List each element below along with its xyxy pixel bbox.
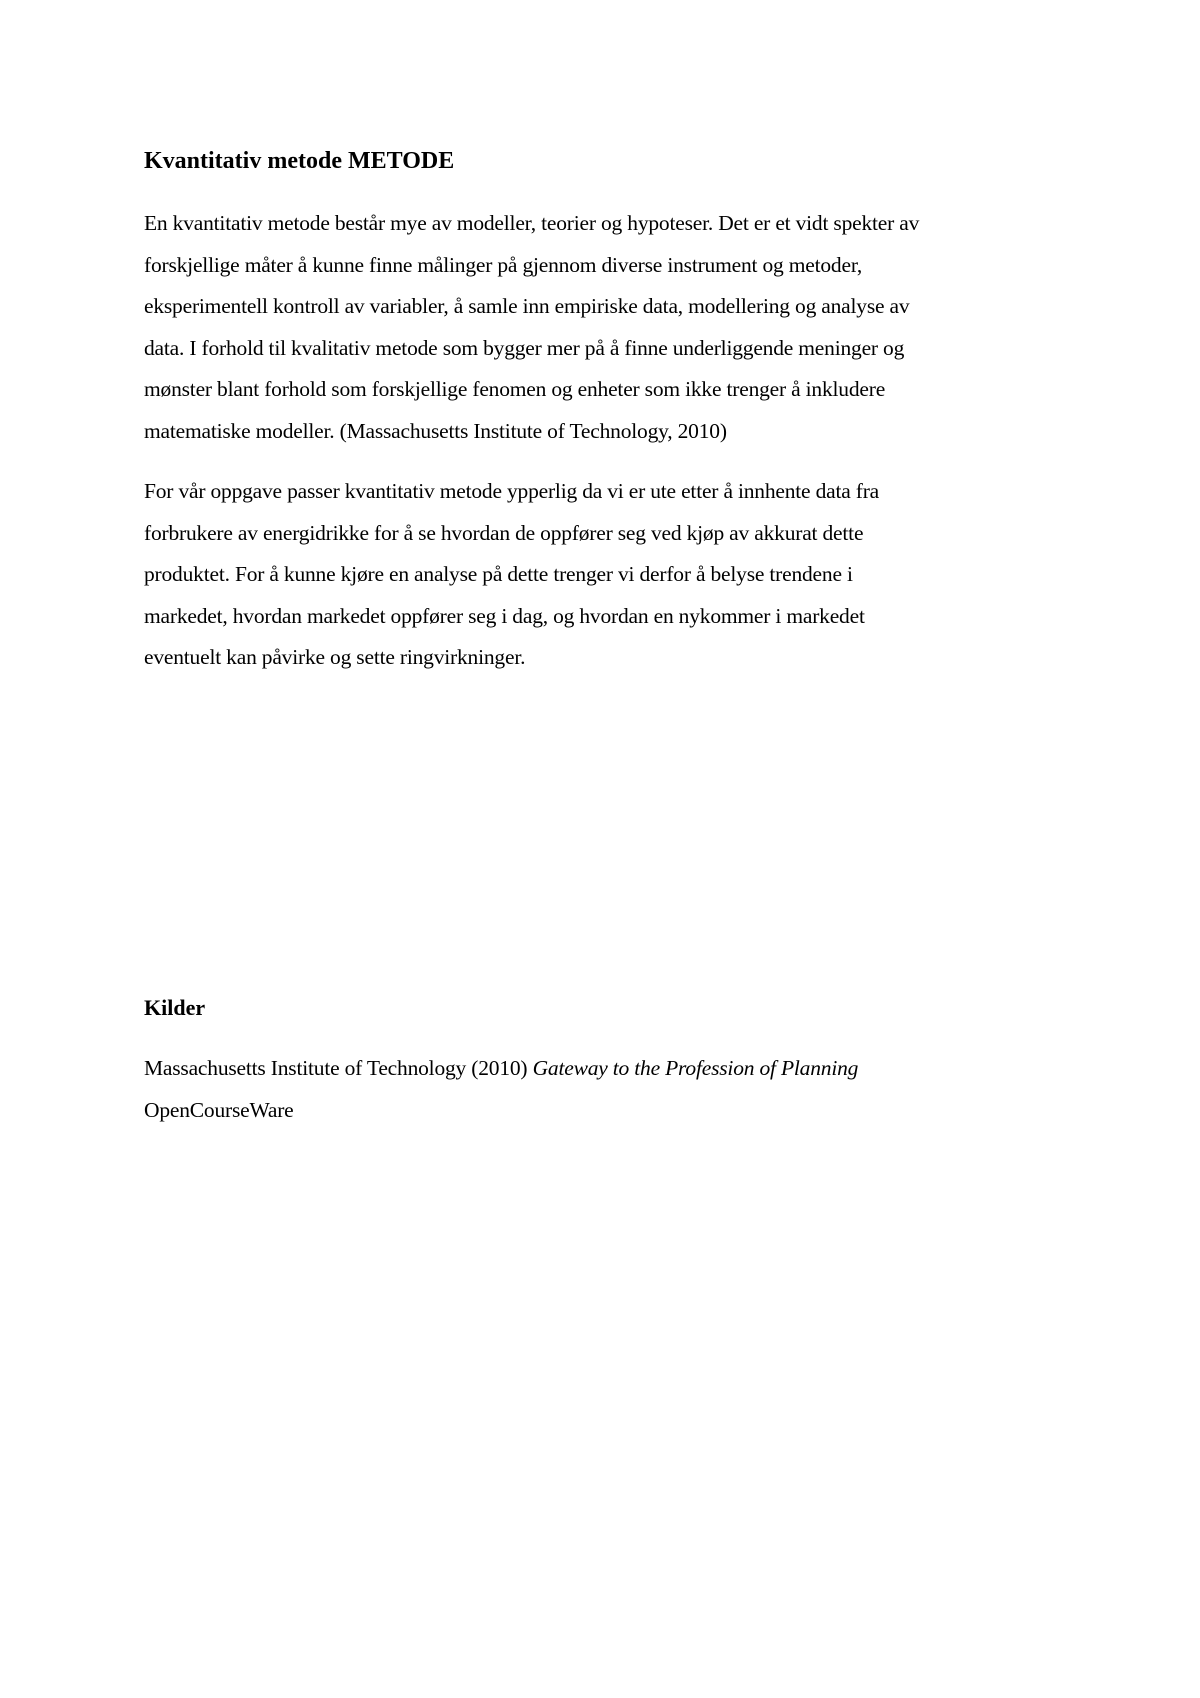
text-line: For vår oppgave passer kvantitativ metode ypperlig da vi er ute etter å innhente data fra xyxy=(144,479,880,503)
text-line: data. I forhold til kvalitativ metode som bygger mer på å finne underliggende meninger og xyxy=(144,335,905,360)
text-line: produktet. For å kunne kjøre en analyse på dette trenger vi derfor å belyse trendene i xyxy=(144,562,853,587)
text-line: matematiske modeller. (Massachusetts Institute of Technology, 2010) xyxy=(144,418,727,443)
reference-line xyxy=(144,1048,1074,1090)
sources-heading: Kilder xyxy=(144,995,206,1020)
reference-publisher: OpenCourseWare xyxy=(144,1097,294,1122)
text-line: forskjellige måter å kunne finne målinger på gjennom diverse instrument og metoder, xyxy=(144,252,863,277)
reference-author-year: Massachusetts Institute of Technology (2010) xyxy=(144,1056,533,1080)
reference-entry xyxy=(144,1048,1074,1131)
text-line: mønster blant forhold som forskjellige fenomen og enheter som ikke trenger å inkludere xyxy=(144,377,886,402)
text-line: eksperimentell kontroll av variabler, å samle inn empiriske data, modellering og analyse av xyxy=(144,294,910,319)
paragraph-application xyxy=(144,471,1074,679)
section-heading: Kvantitativ metode METODE xyxy=(144,148,455,174)
text-line: En kvantitativ metode består mye av modeller, teorier og hypoteser. Det er et vidt spekter av xyxy=(144,211,920,235)
text-line: eventuelt kan påvirke og sette ringvirkninger. xyxy=(144,645,526,670)
reference-title: Gateway to the Profession of Planning xyxy=(532,1056,859,1080)
paragraph-intro xyxy=(144,203,1074,453)
text-line: markedet, hvordan markedet oppfører seg i dag, og hvordan en nykommer i markedet xyxy=(144,603,865,628)
text-line: forbrukere av energidrikke for å se hvordan de oppfører seg ved kjøp av akkurat dette xyxy=(144,520,864,545)
